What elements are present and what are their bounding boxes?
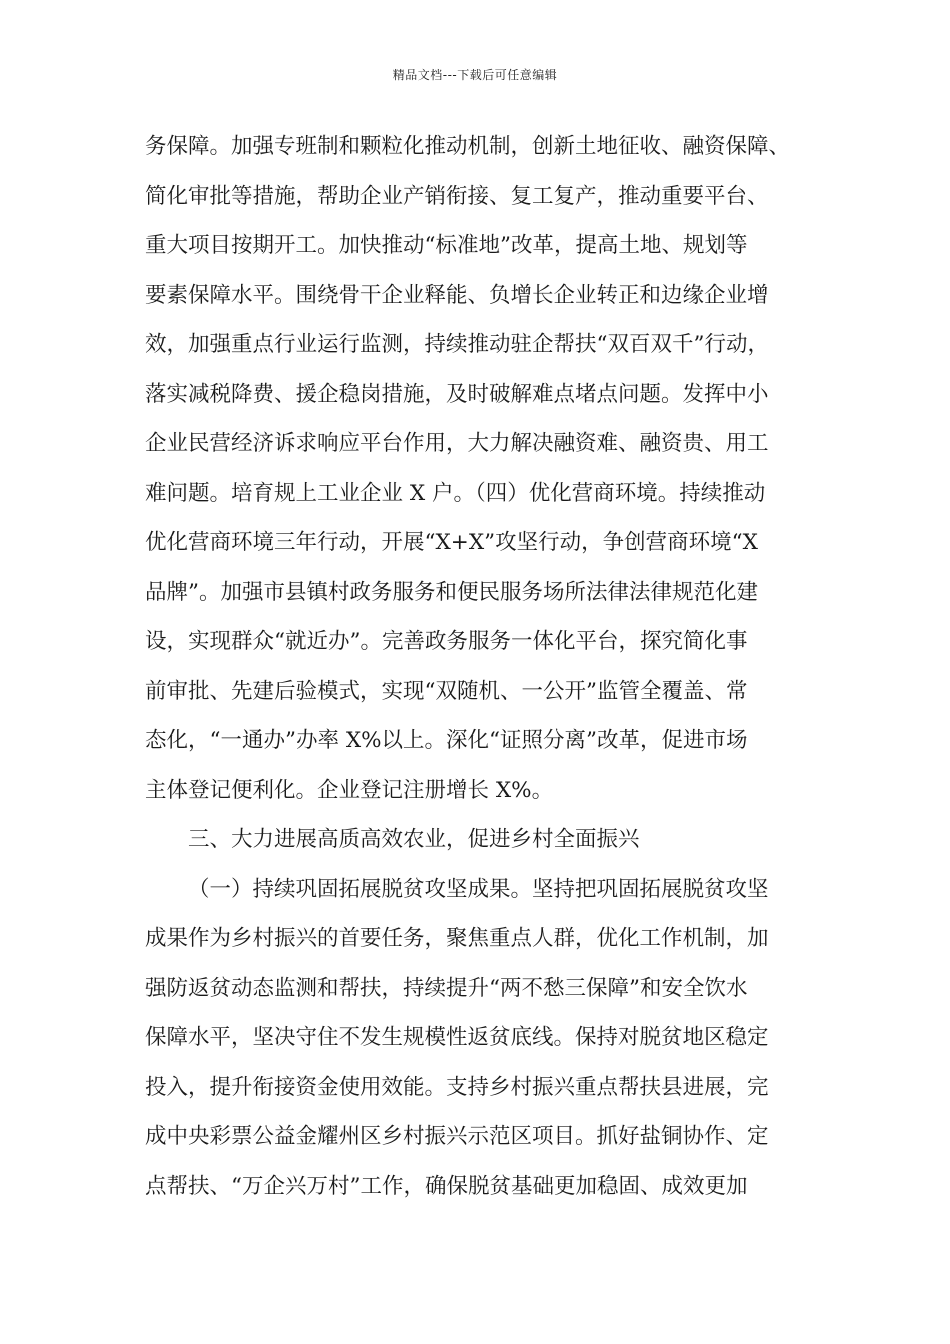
- text-line: 保障水平，坚决守住不发生规模性返贫底线。保持对脱贫地区稳定: [145, 1025, 769, 1050]
- text-line: 三、大力进展高质高效农业，促进乡村全面振兴: [188, 827, 640, 852]
- text-line: 效，加强重点行业运行监测，持续推动驻企帮扶“双百双千”行动，: [145, 332, 769, 357]
- text-line: 设，实现群众“就近办”。完善政务服务一体化平台，探究简化事: [145, 629, 748, 654]
- text-line: 成中央彩票公益金耀州区乡村振兴示范区项目。抓好盐铜协作、定: [145, 1124, 769, 1149]
- text-line: 强防返贫动态监测和帮扶，持续提升“两不愁三保障”和安全饮水: [145, 975, 748, 1001]
- text-line: 前审批、先建后验模式，实现“双随机、一公开”监管全覆盖、常: [145, 678, 748, 704]
- page-header: 精品文档---下载后可任意编辑: [392, 68, 558, 82]
- text-line: 点帮扶、“万企兴万村”工作，确保脱贫基础更加稳固、成效更加: [145, 1173, 748, 1199]
- text-line: 企业民营经济诉求响应平台作用，大力解决融资难、融资贵、用工: [145, 431, 769, 456]
- text-line: 态化，“一通办”办率 X%以上。深化“证照分离”改革，促进市场: [145, 728, 748, 753]
- text-line: 务保障。加强专班制和颗粒化推动机制，创新土地征收、融资保障、: [145, 134, 791, 159]
- text-line: 成果作为乡村振兴的首要任务，聚焦重点人群，优化工作机制，加: [145, 926, 769, 951]
- text-line: 难问题。培育规上工业企业 X 户。（四）优化营商环境。持续推动: [145, 480, 766, 506]
- text-line: 要素保障水平。围绕骨干企业释能、负增长企业转正和边缘企业增: [145, 282, 769, 308]
- text-line: 主体登记便利化。企业登记注册增长 X%。: [145, 777, 554, 803]
- text-line: 落实减税降费、援企稳岗措施，及时破解难点堵点问题。发挥中小: [145, 381, 769, 407]
- text-line: 重大项目按期开工。加快推动“标准地”改革，提高土地、规划等: [145, 233, 748, 258]
- text-line: 简化审批等措施，帮助企业产销衔接、复工复产，推动重要平台、: [145, 183, 769, 209]
- text-line: 品牌”。加强市县镇村政务服务和便民服务场所法律法律规范化建: [145, 579, 758, 605]
- document-body: [145, 127, 815, 1216]
- text-line: 投入，提升衔接资金使用效能。支持乡村振兴重点帮扶县进展，完: [145, 1074, 769, 1100]
- text-line: 优化营商环境三年行动，开展“X+X”攻坚行动，争创营商环境“X: [145, 530, 758, 555]
- text-line: （一）持续巩固拓展脱贫攻坚成果。坚持把巩固拓展脱贫攻坚: [188, 876, 769, 902]
